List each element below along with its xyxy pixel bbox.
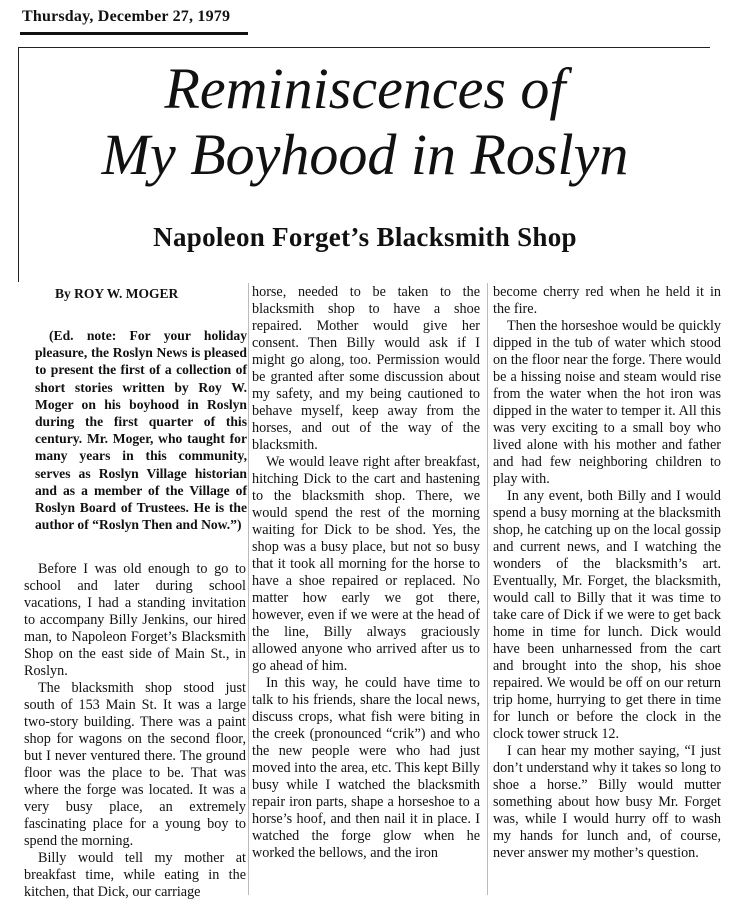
paragraph: become cherry red when he held it in the fire. (493, 284, 721, 317)
column-separator (487, 283, 488, 895)
paragraph: horse, needed to be taken to the blacksmith shop to have a shoe repaired. Mother would give her consent. Then Billy would ask if I might go along, too. Permission would be granted after some discussion about my safety, and my being cautioned to behave myself, keep away from the horses, and out of the way of the blacksmith. (252, 284, 480, 453)
paragraph: In any event, both Billy and I would spend a busy morning at the blacksmith shop, he catching up on the local gossip and current news, and I watching the wonders of the blacksmith’s art. Eventually, Mr. Forget, the blacksmith, would call to Billy that it was time to take care of Dick if we were to get back home in time for lunch. Dick would have been unharnessed from the cart and brought into the shop, his shoe repaired. We would be off on our return trip home, hurrying to get there in time for lunch or before the clock in the clock tower struck 12. (493, 488, 721, 742)
paragraph: I can hear my mother saying, “I just don’t understand why it takes so long to shoe a horse.” Billy would mutter something about how busy Mr. Forget was, while I would hurry off to wash my hands for lunch and, of course, never answer my mother’s question. (493, 743, 721, 861)
editor-note: (Ed. note: For your holiday pleasure, the Roslyn News is pleased to present the first of a collection of short stories written by Roy W. Moger on his boyhood in Roslyn during the first quarter of this century. Mr. Moger, who taught for many years in this community, serves as Roslyn Village historian and as a member of the Village of Roslyn Board of Trustees. He is the author of “Roslyn Then and Now.”) (35, 328, 247, 533)
column-2 (252, 284, 480, 862)
dateline-rule (20, 32, 248, 35)
byline: By ROY W. MOGER (55, 286, 179, 301)
paragraph: We would leave right after breakfast, hitching Dick to the cart and hastening to the blacksmith shop. There, we would spend the rest of the morning waiting for Dick to be shod. Yes, the shop was a busy place, but not so busy that it took all morning for the horse to have a shoe repaired or replaced. No matter how early we got there, however, even if we were at the head of the line, Billy always graciously allowed anyone who arrived after us to go ahead of him. (252, 454, 480, 674)
paragraph: Before I was old enough to go to school and later during school vacations, I had a standing invitation to accompany Billy Jenkins, our hired man, to Napoleon Forget’s Blacksmith Shop on the east side of Main St., in Roslyn. (24, 561, 246, 680)
headline-line-2: My Boyhood in Roslyn (101, 122, 629, 187)
paragraph: The blacksmith shop stood just south of 153 Main St. It was a large two-story building. There was a paint shop for wagons on the second floor, but I never ventured there. The ground floor was the place to be. That was where the forge was located. It was a very busy place, an extremely fascinating place for a young boy to spend the morning. (24, 680, 246, 850)
frame-top-rule (18, 47, 710, 48)
column-3 (493, 284, 721, 862)
headline-line-1: Reminiscences of (164, 56, 566, 121)
paragraph: Billy would tell my mother at breakfast time, while eating in the kitchen, that Dick, our carriage (24, 850, 246, 901)
dateline: Thursday, December 27, 1979 (22, 8, 231, 25)
column-1-body (24, 561, 246, 901)
column-1 (24, 327, 246, 901)
paragraph: Then the horseshoe would be quickly dipped in the tub of water which stood on the floor near the forge. There would be a hissing noise and steam would rise from the water when the hot iron was dipped in the water to temper it. All this was very exciting to a small boy who lived alone with his mother and father and had few neighboring children to play with. (493, 318, 721, 487)
paragraph: In this way, he could have time to talk to his friends, share the local news, discuss crops, what fish were biting in the creek (pronounced “crik”) and who the new people were who had just moved into the area, etc. This kept Billy busy while I watched the blacksmith repair iron parts, shape a horseshoe to a horse’s hoof, and then nail it in place. I watched the forge glow when he worked the bellows, and the iron (252, 675, 480, 861)
column-separator (248, 283, 249, 895)
subheadline: Napoleon Forget’s Blacksmith Shop (153, 222, 577, 252)
